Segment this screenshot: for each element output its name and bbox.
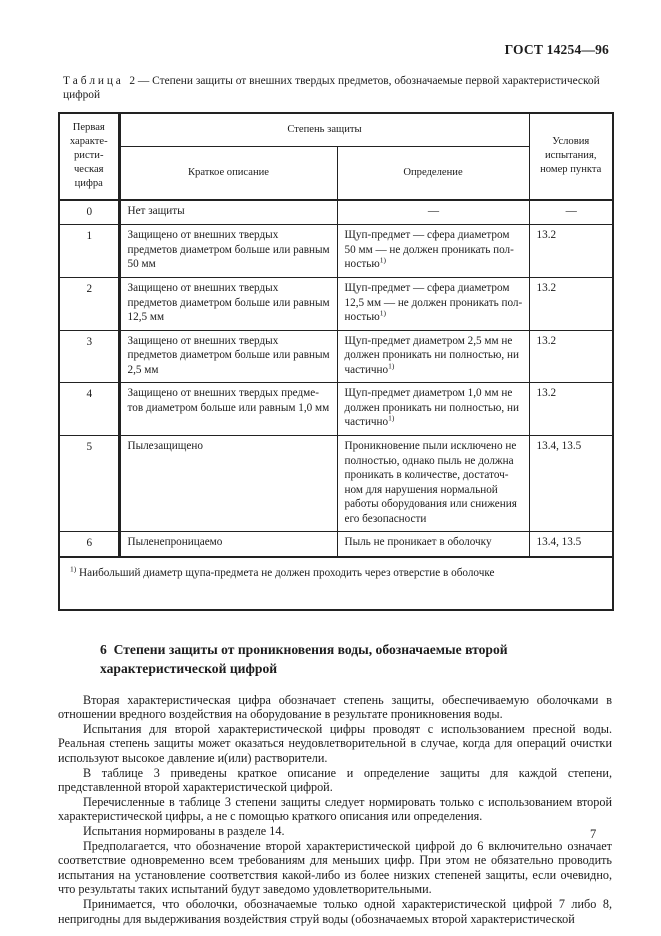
cell-digit: 3 — [59, 330, 119, 383]
table-row — [59, 277, 613, 330]
paragraph: Испытания для второй характеристической цифры проводят с использованием пресной воды. Реальная степень защиты может оказаться неудовлетворительной в случае, когда для операций очистки используют высокое давление и(или) растворители. — [58, 721, 612, 765]
section-heading: 6 Степени защиты от проникновения воды, обозначаемые второй характеристической цифрой — [100, 641, 508, 676]
paragraph: Перечисленные в таблице 3 степени защиты следует нормировать только с использованием второй характеристической цифры, а не с помощью краткого описания или определения. — [58, 794, 612, 824]
cell-description: Пыленепроницаемо — [119, 532, 337, 557]
cell-conditions: 13.2 — [529, 277, 613, 330]
paragraph: Предполагается, что обозначение второй характеристической цифрой до 6 включительно означает соответствие одновременно всем требованиям для меньших цифр. При этом не обязательно проводить испытания на установление соответствия какой-либо из более низких степеней защиты, если очевидно, что результаты таких испытаний будут заведомо удовлетворительными. — [58, 838, 612, 897]
protection-degrees-table — [58, 112, 614, 611]
table-header-row-top — [59, 113, 613, 147]
cell-digit: 1 — [59, 225, 119, 278]
column-header-definition: Определение — [337, 146, 529, 200]
cell-digit: 5 — [59, 436, 119, 532]
table-footnote — [59, 557, 613, 610]
footnote-ref: 1) — [388, 413, 395, 423]
cell-digit: 4 — [59, 383, 119, 436]
cell-conditions: — — [529, 200, 613, 225]
column-group-header-protection-degree: Степень защиты — [119, 113, 529, 147]
definition-text: Щуп-предмет диаметром 2,5 мм не должен проникать ни полностью, ни частично — [344, 334, 519, 376]
cell-definition — [337, 277, 529, 330]
footnote-text: Наибольший диаметр щупа-предмета не должен проходить через отверстие в оболочке — [76, 566, 495, 579]
table-row — [59, 200, 613, 225]
cell-description: Защищено от внешних твердых предметов диаметром больше или равным 2,5 мм — [119, 330, 337, 383]
cell-definition: Проникновение пыли исключено не полностью, однако пыль не должна проникать в количестве, достаточном для нарушения нормальной работы оборудования или снижения его безопасности — [337, 436, 529, 532]
cell-digit: 0 — [59, 200, 119, 225]
paragraph: В таблице 3 приведены краткое описание и определение защиты для каждой степени, представленной второй характеристической цифрой. — [58, 765, 612, 795]
definition-text: Щуп-предмет диаметром 1,0 мм не должен проникать ни полностью, ни частично — [344, 387, 519, 429]
cell-description: Нет защиты — [119, 200, 337, 225]
footnote-ref: 1) — [379, 255, 386, 265]
paragraph: Принимается, что оболочки, обозначаемые только одной характеристической цифрой 7 либо 8, непригодны для выдерживания воздействия струй воды (обозначаемых второй характеристической — [58, 896, 612, 926]
cell-description: Пылезащищено — [119, 436, 337, 532]
paragraph: Испытания нормированы в разделе 14. — [83, 823, 285, 838]
table-row — [59, 383, 613, 436]
cell-digit: 6 — [59, 532, 119, 557]
footnote-ref: 1) — [388, 361, 395, 371]
cell-definition: — — [337, 200, 529, 225]
table-footnote-row — [59, 557, 613, 610]
footnote-marker: 1) — [70, 564, 77, 574]
cell-description: Защищено от внешних твердых предметов диаметром больше или равным 12,5 мм — [119, 277, 337, 330]
table-row — [59, 532, 613, 557]
page-number: 7 — [590, 827, 597, 841]
table-row — [59, 436, 613, 532]
body-text — [58, 693, 612, 927]
cell-description: Защищено от внешних твердых предметов диаметром больше или равным 50 мм — [119, 225, 337, 278]
cell-conditions: 13.2 — [529, 383, 613, 436]
column-header-short-description: Краткое описание — [119, 146, 337, 200]
table-caption — [63, 74, 611, 103]
column-header-first-digit: Первая характе-ристи-ческая цифра — [59, 113, 119, 200]
cell-conditions: 13.4, 13.5 — [529, 532, 613, 557]
table-row — [59, 330, 613, 383]
cell-definition: Пыль не проникает в оболочку — [337, 532, 529, 557]
cell-conditions: 13.2 — [529, 330, 613, 383]
definition-text: Щуп-предмет — сфера диаметром 12,5 мм — не должен проникать полностью — [344, 281, 523, 324]
cell-definition — [337, 383, 529, 436]
footnote-ref: 1) — [379, 308, 386, 318]
column-header-test-conditions: Условия испытания, номер пункта — [529, 113, 613, 200]
paragraph: Вторая характеристическая цифра обозначает степень защиты, обеспечиваемую оболочками в отношении вредного воздействия на оборудование в результате проникновения воды. — [58, 692, 612, 722]
cell-definition — [337, 330, 529, 383]
table-caption-label: Т а б л и ц а 2 — [63, 75, 136, 87]
cell-conditions: 13.2 — [529, 225, 613, 278]
cell-digit: 2 — [59, 277, 119, 330]
table-row — [59, 225, 613, 278]
definition-text: Щуп-предмет — сфера диаметром 50 мм — не должен проникать полностью — [344, 229, 514, 271]
cell-description: Защищено от внешних твердых предметов диаметром больше или равным 1,0 мм — [119, 383, 337, 436]
cell-conditions: 13.4, 13.5 — [529, 436, 613, 532]
cell-definition — [337, 225, 529, 278]
table-caption-text: — Степени защиты от внешних твердых предметов, обозначаемые первой характеристической цифрой — [63, 75, 600, 102]
document-code: ГОСТ 14254—96 — [504, 42, 609, 57]
